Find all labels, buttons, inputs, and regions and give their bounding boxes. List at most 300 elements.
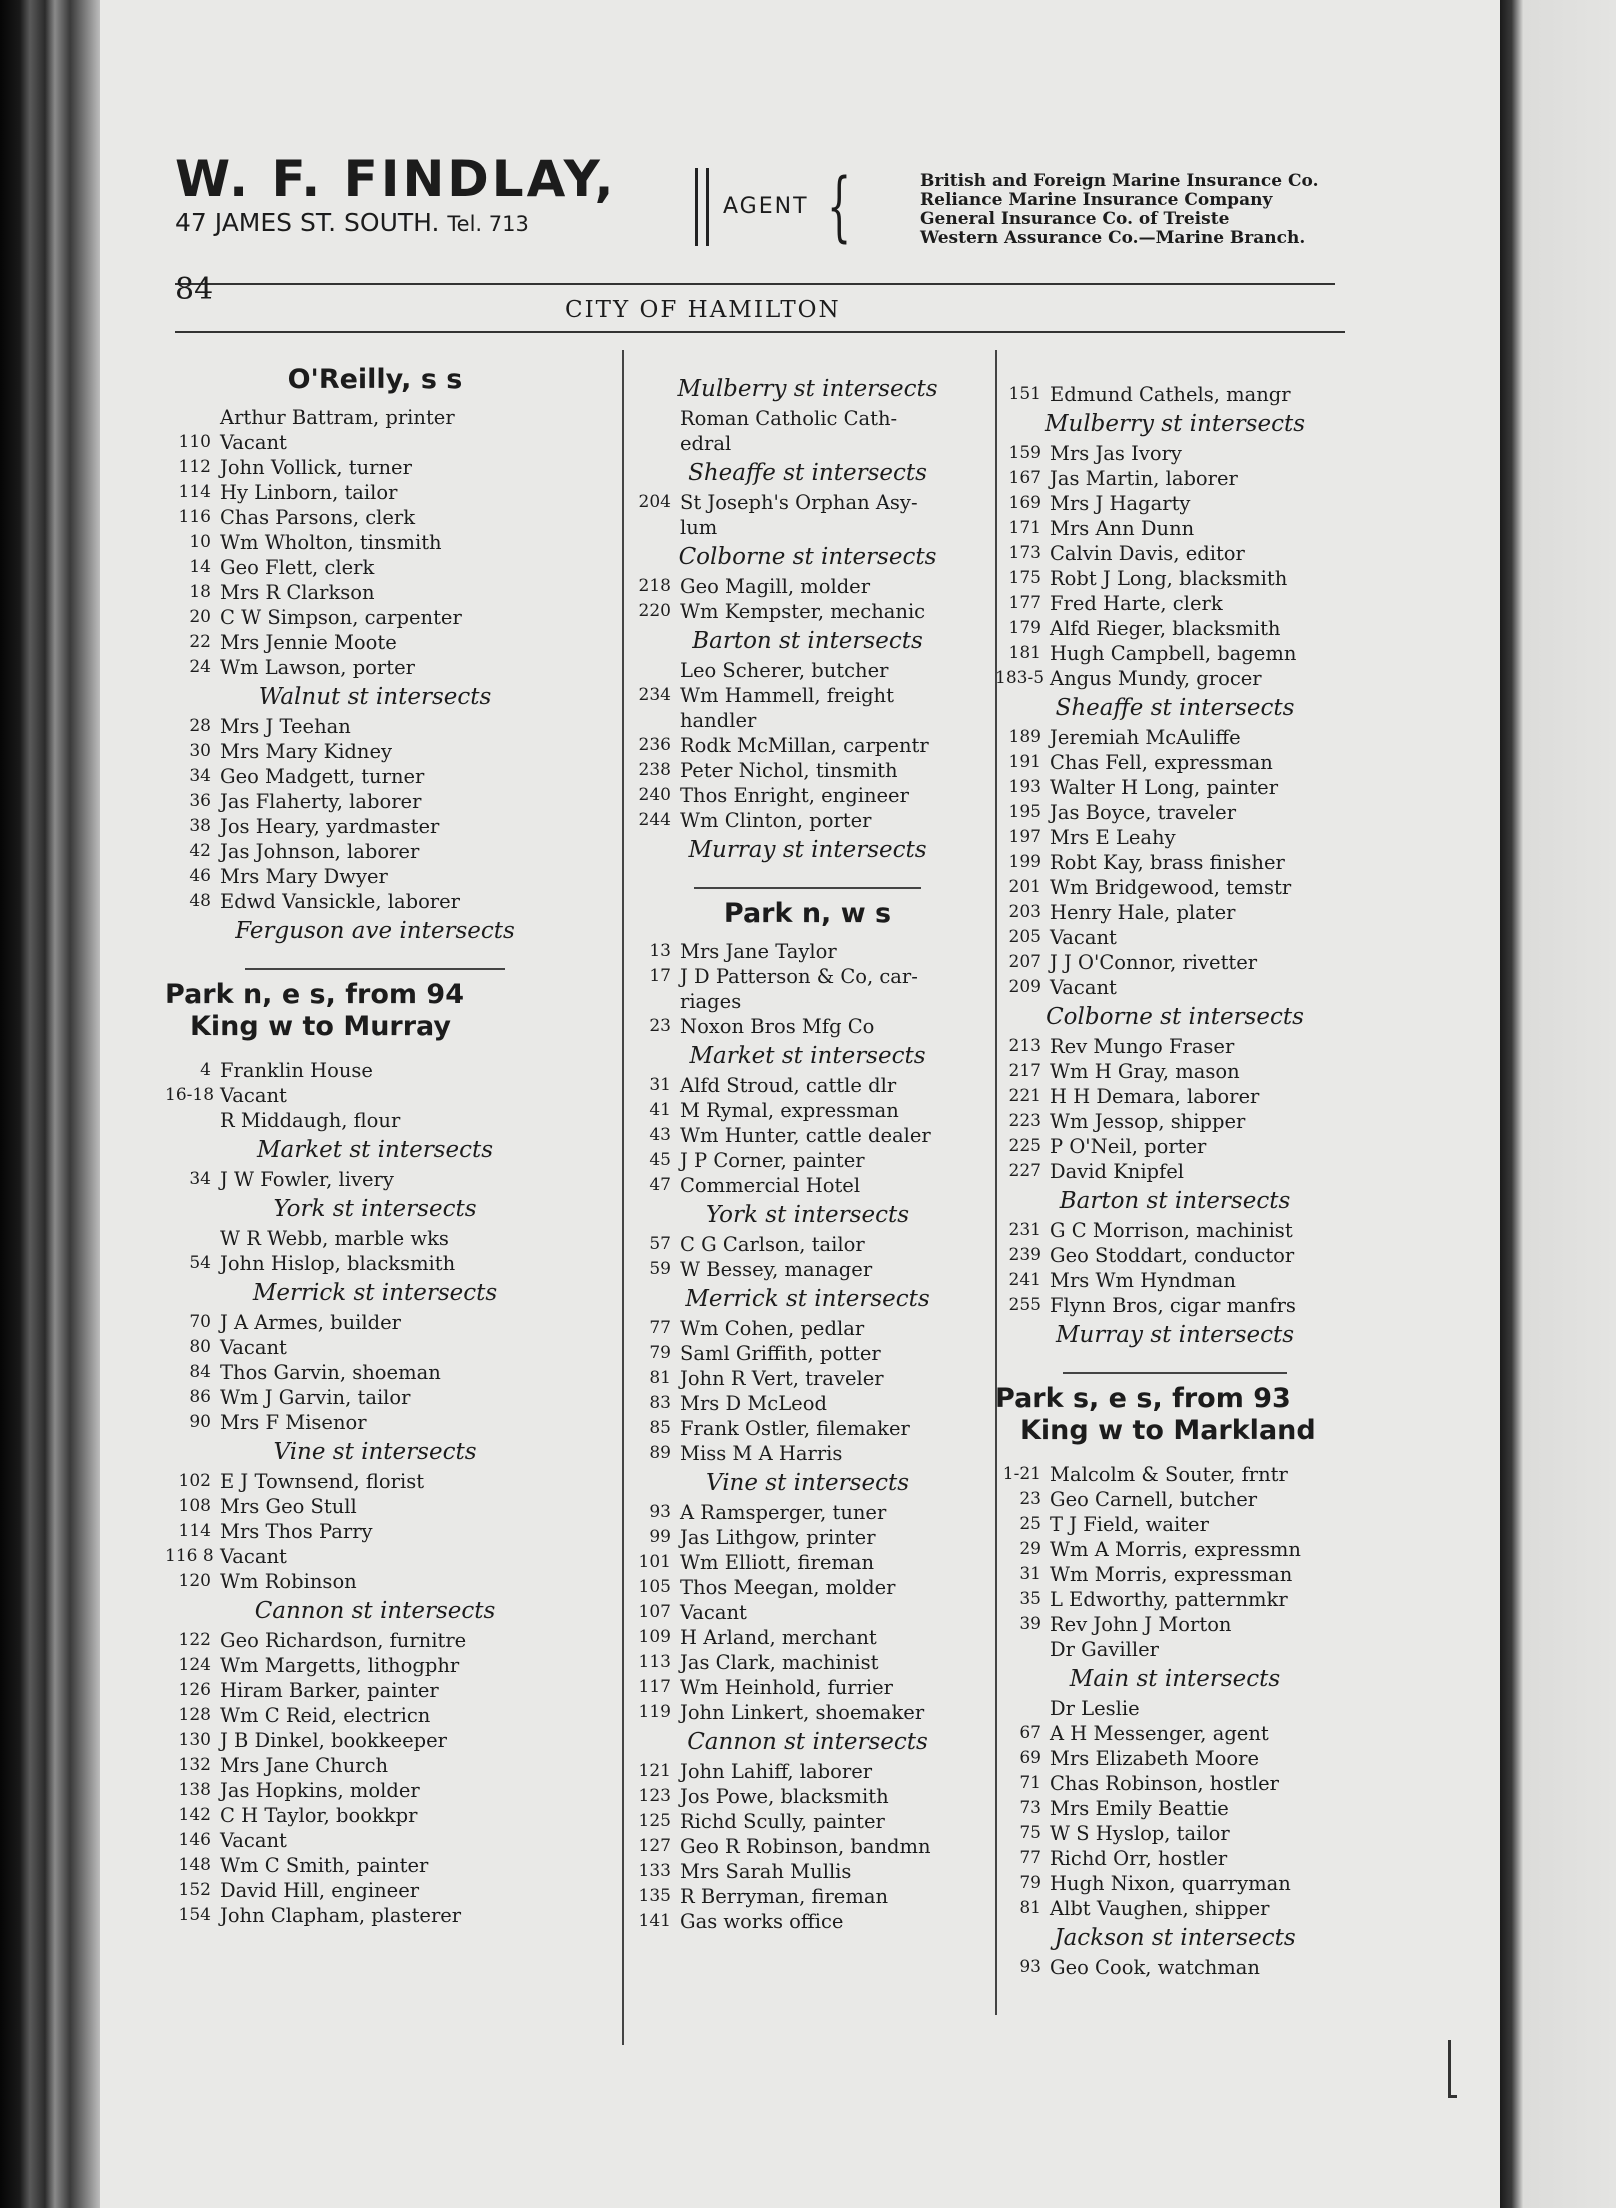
house-number: 238	[638, 760, 671, 780]
resident-name: Geo Cook, watchman	[1050, 1956, 1260, 1979]
house-number: 240	[638, 785, 671, 805]
directory-entry	[165, 1310, 585, 1335]
directory-entry	[625, 1366, 990, 1391]
resident-name: C H Taylor, bookkpr	[220, 1804, 418, 1827]
directory-entry: Leo Scherer, butcher	[680, 659, 889, 682]
resident-name: Rev John J Morton	[1050, 1613, 1232, 1636]
house-number: 221	[1008, 1086, 1041, 1106]
resident-name: Peter Nichol, tinsmith	[680, 759, 898, 782]
running-title: CITY OF HAMILTON	[565, 297, 841, 323]
resident-name: Jos Heary, yardmaster	[220, 815, 440, 838]
directory-entry	[165, 1083, 585, 1108]
resident-name: Rodk McMillan, carpentr	[680, 734, 929, 757]
resident-name: John Clapham, plasterer	[220, 1904, 462, 1927]
resident-name: Albt Vaughen, shipper	[1050, 1897, 1270, 1920]
directory-entry	[995, 1218, 1355, 1243]
cross-street-heading: Sheaffe st intersects	[1055, 695, 1295, 721]
directory-entry	[165, 1728, 585, 1753]
resident-name: Rev Mungo Fraser	[1050, 1035, 1235, 1058]
house-number: 159	[1008, 443, 1041, 463]
house-number: 57	[649, 1234, 671, 1254]
resident-name: Fred Harte, clerk	[1050, 592, 1223, 615]
resident-name: Chas Fell, expressman	[1050, 751, 1273, 774]
house-number: 86	[189, 1387, 211, 1407]
house-number: 113	[638, 1652, 671, 1672]
directory-entry	[625, 808, 990, 833]
directory-entry	[625, 939, 990, 964]
resident-name: Wm J Garvin, tailor	[220, 1386, 411, 1409]
cross-street-heading: Main st intersects	[1069, 1666, 1281, 1692]
directory-entry	[995, 1846, 1355, 1871]
resident-name: Jas Boyce, traveler	[1050, 801, 1237, 824]
house-number: 223	[1008, 1111, 1041, 1131]
directory-entry	[165, 605, 585, 630]
directory-entry	[995, 1134, 1355, 1159]
adjacent-page-edge	[1500, 0, 1616, 2208]
house-number: 117	[638, 1677, 671, 1697]
resident-name: P O'Neil, porter	[1050, 1135, 1207, 1158]
resident-name: Mrs R Clarkson	[220, 581, 375, 604]
directory-entry	[995, 1487, 1355, 1512]
directory-entry	[995, 666, 1355, 691]
directory-entry	[625, 1416, 990, 1441]
company-line: Reliance Marine Insurance Company	[920, 190, 1273, 210]
directory-entry	[995, 750, 1355, 775]
section-separator	[1063, 1372, 1286, 1374]
street-heading: Park n, w s	[723, 898, 892, 929]
house-number: 169	[1008, 493, 1041, 513]
directory-entry	[625, 1625, 990, 1650]
house-number: 220	[638, 601, 671, 621]
house-number: 179	[1008, 618, 1041, 638]
directory-entry	[995, 825, 1355, 850]
house-number: 181	[1008, 643, 1041, 663]
resident-name: Edwd Vansickle, laborer	[220, 890, 460, 913]
house-number: 1-21	[1002, 1464, 1041, 1484]
directory-entry	[995, 1293, 1355, 1318]
cross-street-heading: Market st intersects	[689, 1043, 926, 1069]
directory-entry	[165, 1544, 585, 1569]
directory-entry	[625, 1341, 990, 1366]
house-number: 80	[189, 1337, 211, 1357]
directory-entry	[995, 900, 1355, 925]
house-number: 151	[1008, 384, 1041, 404]
house-number: 14	[189, 557, 211, 577]
firm-telephone: Tel. 713	[447, 212, 529, 236]
street-heading	[165, 978, 585, 1044]
house-number: 183-5	[995, 668, 1045, 688]
resident-name: Mrs Sarah Mullis	[680, 1860, 852, 1883]
house-number: 175	[1008, 568, 1041, 588]
house-number: 81	[1019, 1898, 1041, 1918]
resident-name: Geo Magill, molder	[680, 575, 871, 598]
directory-entry	[995, 591, 1355, 616]
resident-name: E J Townsend, florist	[220, 1470, 425, 1493]
resident-name: John Lahiff, laborer	[680, 1760, 873, 1783]
house-number: 89	[649, 1443, 671, 1463]
advertisement-header	[175, 150, 1355, 260]
directory-entry	[625, 1441, 990, 1466]
directory-entry	[165, 1628, 585, 1653]
house-number: 99	[649, 1527, 671, 1547]
directory-entry	[995, 1796, 1355, 1821]
street-heading: O'Reilly, s s	[287, 364, 463, 395]
cross-street-heading: Colborne st intersects	[678, 544, 937, 570]
resident-name: Wm Cohen, pedlar	[680, 1317, 865, 1340]
directory-entry	[995, 1109, 1355, 1134]
resident-name: Jas Clark, machinist	[680, 1651, 879, 1674]
resident-name: Hugh Nixon, quarryman	[1050, 1872, 1291, 1895]
resident-name: Miss M A Harris	[680, 1442, 843, 1465]
directory-entry	[625, 1909, 990, 1934]
house-number: 189	[1008, 727, 1041, 747]
house-number: 43	[649, 1125, 671, 1145]
directory-entry	[625, 599, 990, 624]
resident-name: John Hislop, blacksmith	[220, 1252, 456, 1275]
resident-name: Saml Griffith, potter	[680, 1342, 881, 1365]
street-heading-range: King w to Murray	[190, 1011, 452, 1042]
house-number: 25	[1019, 1514, 1041, 1534]
resident-name: R Berryman, fireman	[680, 1885, 889, 1908]
directory-entry	[165, 1803, 585, 1828]
directory-entry	[995, 800, 1355, 825]
resident-name: Gas works office	[680, 1910, 844, 1933]
house-number: 42	[189, 841, 211, 861]
resident-name: Jas Martin, laborer	[1050, 467, 1238, 490]
directory-entry	[995, 1612, 1355, 1637]
directory-entry	[165, 1385, 585, 1410]
house-number: 135	[638, 1886, 671, 1906]
house-number: 218	[638, 576, 671, 596]
section-separator	[694, 887, 920, 889]
house-number: 16-18	[165, 1085, 215, 1105]
directory-entry	[995, 1159, 1355, 1184]
resident-name: Chas Parsons, clerk	[220, 506, 416, 529]
directory-entry	[625, 1173, 990, 1198]
resident-name: Angus Mundy, grocer	[1050, 667, 1262, 690]
resident-name: Mrs E Leahy	[1050, 826, 1176, 849]
directory-entry	[165, 455, 585, 480]
street-heading-range: King w to Markland	[1020, 1415, 1316, 1446]
house-number: 47	[649, 1175, 671, 1195]
directory-entry	[625, 1148, 990, 1173]
resident-name: Robt J Long, blacksmith	[1050, 567, 1288, 590]
house-number: 77	[649, 1318, 671, 1338]
resident-name: Wm Elliott, fireman	[680, 1551, 875, 1574]
resident-name: Wm H Gray, mason	[1050, 1060, 1240, 1083]
resident-name: Jos Powe, blacksmith	[680, 1785, 889, 1808]
entry-continuation: edral	[680, 432, 732, 455]
directory-entry	[995, 1896, 1355, 1921]
resident-name: Mrs Thos Parry	[220, 1520, 373, 1543]
house-number: 255	[1008, 1295, 1041, 1315]
resident-name: Vacant	[680, 1601, 747, 1624]
house-number: 81	[649, 1368, 671, 1388]
directory-entry	[165, 480, 585, 505]
house-number: 239	[1008, 1245, 1041, 1265]
directory-entry	[625, 964, 990, 989]
resident-name: Mrs Emily Beattie	[1050, 1797, 1229, 1820]
entry-continuation: lum	[680, 516, 718, 539]
directory-entry	[165, 1494, 585, 1519]
house-number: 23	[1019, 1489, 1041, 1509]
resident-name: H Arland, merchant	[680, 1626, 877, 1649]
firm-address	[175, 208, 529, 237]
resident-name: J D Patterson & Co, car-	[680, 965, 918, 988]
house-number: 121	[638, 1761, 671, 1781]
directory-entry	[165, 889, 585, 914]
directory-entry	[995, 382, 1355, 407]
directory-entry	[165, 1335, 585, 1360]
resident-name: T J Field, waiter	[1050, 1513, 1209, 1536]
cross-street-heading: Mulberry st intersects	[1044, 411, 1306, 437]
directory-entry	[625, 1500, 990, 1525]
directory-entry	[165, 630, 585, 655]
directory-entry	[625, 1700, 990, 1725]
agent-label: AGENT	[723, 194, 809, 219]
resident-name: St Joseph's Orphan Asy-	[680, 491, 918, 514]
directory-entry	[995, 641, 1355, 666]
directory-entry	[165, 1519, 585, 1544]
house-number: 73	[1019, 1798, 1041, 1818]
cross-street-heading: Colborne st intersects	[1046, 1004, 1304, 1030]
house-number: 133	[638, 1861, 671, 1881]
resident-name: A H Messenger, agent	[1050, 1722, 1269, 1745]
directory-entry	[165, 505, 585, 530]
directory-entry	[165, 1569, 585, 1594]
column-divider	[622, 350, 624, 2045]
directory-entry	[165, 1753, 585, 1778]
house-number: 114	[178, 482, 211, 502]
house-number: 18	[189, 582, 211, 602]
directory-entry	[625, 1834, 990, 1859]
house-number: 122	[178, 1630, 211, 1650]
directory-column-1	[165, 355, 585, 1928]
resident-name: Wm Morris, expressman	[1050, 1563, 1293, 1586]
directory-entry	[995, 566, 1355, 591]
resident-name: Vacant	[220, 1336, 287, 1359]
directory-entry	[625, 1257, 990, 1282]
resident-name: Mrs Jane Church	[220, 1754, 389, 1777]
house-number: 48	[189, 891, 211, 911]
directory-entry	[165, 1778, 585, 1803]
house-number: 120	[178, 1571, 211, 1591]
directory-entry	[165, 1251, 585, 1276]
directory-entry	[995, 1537, 1355, 1562]
house-number: 79	[649, 1343, 671, 1363]
directory-entry	[995, 466, 1355, 491]
house-number: 102	[178, 1471, 211, 1491]
directory-entry	[165, 1167, 585, 1192]
house-number: 93	[649, 1502, 671, 1522]
directory-entry	[625, 1759, 990, 1784]
directory-entry	[625, 758, 990, 783]
directory-entry: Dr Leslie	[1050, 1697, 1140, 1720]
house-number: 28	[189, 716, 211, 736]
directory-entry	[625, 1550, 990, 1575]
directory-entry	[165, 1828, 585, 1853]
directory-entry	[165, 580, 585, 605]
directory-entry	[995, 516, 1355, 541]
cross-street-heading: York st intersects	[273, 1196, 477, 1222]
house-number: 59	[649, 1259, 671, 1279]
resident-name: Mrs Mary Dwyer	[220, 865, 388, 888]
cross-street-heading: Sheaffe st intersects	[688, 460, 927, 486]
directory-entry	[165, 714, 585, 739]
resident-name: John Vollick, turner	[220, 456, 412, 479]
house-number: 110	[178, 432, 211, 452]
page-corner-mark	[1448, 2040, 1457, 2098]
house-number: 213	[1008, 1036, 1041, 1056]
cross-street-heading: Vine st intersects	[273, 1439, 477, 1465]
resident-name: Alfd Stroud, cattle dlr	[680, 1074, 897, 1097]
directory-entry	[165, 1058, 585, 1083]
directory-entry	[625, 1859, 990, 1884]
house-number: 128	[178, 1705, 211, 1725]
directory-entry	[165, 1853, 585, 1878]
directory-entry	[995, 975, 1355, 1000]
house-number: 244	[638, 810, 671, 830]
house-number: 41	[649, 1100, 671, 1120]
cross-street-heading: Cannon st intersects	[254, 1598, 496, 1624]
house-number: 167	[1008, 468, 1041, 488]
house-number: 154	[178, 1905, 211, 1925]
house-number: 141	[638, 1911, 671, 1931]
firm-name: W. F. FINDLAY,	[175, 150, 617, 208]
resident-name: Geo Flett, clerk	[220, 556, 375, 579]
house-number: 236	[638, 735, 671, 755]
directory-entry	[625, 1675, 990, 1700]
resident-name: Flynn Bros, cigar manfrs	[1050, 1294, 1296, 1317]
resident-name: Thos Meegan, molder	[680, 1576, 896, 1599]
directory-entry	[165, 764, 585, 789]
resident-name: Jas Hopkins, molder	[220, 1779, 420, 1802]
resident-name: Frank Ostler, filemaker	[680, 1417, 910, 1440]
resident-name: W S Hyslop, tailor	[1050, 1822, 1230, 1845]
resident-name: Vacant	[220, 1545, 287, 1568]
resident-name: Henry Hale, plater	[1050, 901, 1236, 924]
house-number: 241	[1008, 1270, 1041, 1290]
resident-name: Geo Madgett, turner	[220, 765, 425, 788]
house-number: 23	[649, 1016, 671, 1036]
cross-street-heading: Vine st intersects	[705, 1470, 909, 1496]
house-number: 112	[178, 457, 211, 477]
house-number: 116 8	[165, 1546, 214, 1566]
directory-entry: Arthur Battram, printer	[220, 406, 455, 429]
house-number: 30	[189, 741, 211, 761]
house-number: 46	[189, 866, 211, 886]
directory-entry	[625, 783, 990, 808]
company-line: British and Foreign Marine Insurance Co.	[920, 171, 1319, 191]
resident-name: Mrs J Hagarty	[1050, 492, 1191, 515]
house-number: 17	[649, 966, 671, 986]
resident-name: Commercial Hotel	[680, 1174, 861, 1197]
house-number: 54	[189, 1253, 211, 1273]
house-number: 34	[189, 1169, 211, 1189]
cross-street-heading: Jackson st intersects	[1054, 1925, 1296, 1951]
house-number: 34	[189, 766, 211, 786]
house-number: 24	[189, 657, 211, 677]
house-number: 171	[1008, 518, 1041, 538]
directory-entry	[165, 555, 585, 580]
firm-street: 47 JAMES ST. SOUTH.	[175, 208, 440, 237]
cross-street-heading: Merrick st intersects	[685, 1286, 930, 1312]
directory-entry	[995, 541, 1355, 566]
house-number: 197	[1008, 827, 1041, 847]
resident-name: A Ramsperger, tuner	[680, 1501, 887, 1524]
resident-name: Mrs Jennie Moote	[220, 631, 397, 654]
house-number: 105	[638, 1577, 671, 1597]
resident-name: Thos Garvin, shoeman	[220, 1361, 441, 1384]
resident-name: Mrs Mary Kidney	[220, 740, 393, 763]
house-number: 127	[638, 1836, 671, 1856]
directory-entry	[995, 950, 1355, 975]
house-number: 10	[189, 532, 211, 552]
house-number: 119	[638, 1702, 671, 1722]
resident-name: J J O'Connor, rivetter	[1050, 951, 1258, 974]
house-number: 85	[649, 1418, 671, 1438]
directory-entry	[625, 1575, 990, 1600]
directory-entry	[165, 1878, 585, 1903]
directory-entry	[625, 1014, 990, 1039]
insurance-companies	[920, 172, 1319, 248]
resident-name: C G Carlson, tailor	[680, 1233, 865, 1256]
house-number: 22	[189, 632, 211, 652]
company-line: Western Assurance Co.—Marine Branch.	[920, 228, 1306, 248]
directory-entry	[995, 925, 1355, 950]
house-number: 13	[649, 941, 671, 961]
house-number: 45	[649, 1150, 671, 1170]
directory-entry: Dr Gaviller	[1050, 1638, 1159, 1661]
cross-street-heading: Barton st intersects	[1059, 1188, 1291, 1214]
directory-entry: R Middaugh, flour	[220, 1109, 401, 1132]
house-number: 209	[1008, 977, 1041, 997]
house-number: 35	[1019, 1589, 1041, 1609]
directory-entry	[625, 1809, 990, 1834]
resident-name: G C Morrison, machinist	[1050, 1219, 1293, 1242]
resident-name: John R Vert, traveler	[680, 1367, 884, 1390]
house-number: 116	[178, 507, 211, 527]
directory-entry	[995, 725, 1355, 750]
house-number: 29	[1019, 1539, 1041, 1559]
resident-name: Mrs Jas Ivory	[1050, 442, 1182, 465]
resident-name: Malcolm & Souter, frntr	[1050, 1463, 1288, 1486]
house-number: 123	[638, 1786, 671, 1806]
resident-name: Jas Flaherty, laborer	[220, 790, 422, 813]
resident-name: Mrs Elizabeth Moore	[1050, 1747, 1260, 1770]
directory-entry	[165, 789, 585, 814]
directory-entry	[995, 1746, 1355, 1771]
house-number: 39	[1019, 1614, 1041, 1634]
resident-name: Vacant	[220, 1084, 287, 1107]
house-number: 193	[1008, 777, 1041, 797]
house-number: 69	[1019, 1748, 1041, 1768]
directory-entry	[625, 1232, 990, 1257]
directory-entry	[165, 1678, 585, 1703]
house-number: 79	[1019, 1873, 1041, 1893]
resident-name: Wm Bridgewood, temstr	[1050, 876, 1292, 899]
house-number: 234	[638, 685, 671, 705]
resident-name: David Hill, engineer	[220, 1879, 420, 1902]
resident-name: John Linkert, shoemaker	[680, 1701, 925, 1724]
directory-entry	[995, 1871, 1355, 1896]
house-number: 152	[178, 1880, 211, 1900]
resident-name: Wm Jessop, shipper	[1050, 1110, 1246, 1133]
resident-name: Geo Stoddart, conductor	[1050, 1244, 1295, 1267]
house-number: 71	[1019, 1773, 1041, 1793]
directory-entry	[995, 850, 1355, 875]
house-number: 38	[189, 816, 211, 836]
